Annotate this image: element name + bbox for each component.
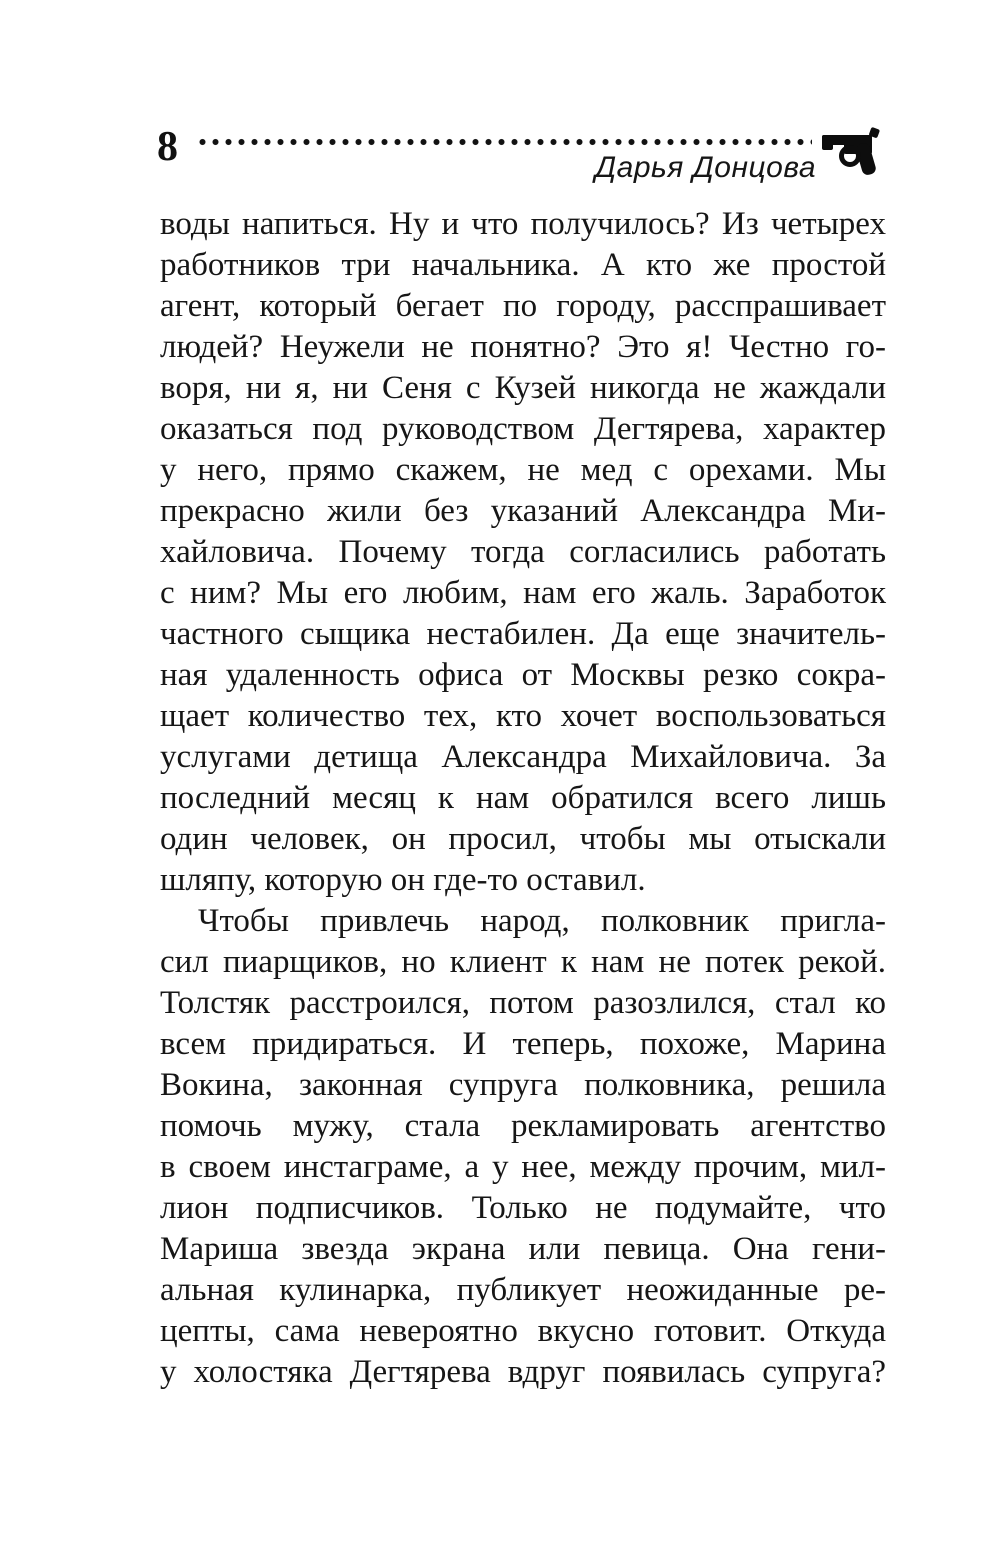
text-line: у холостяка Дегтярева вдруг появилась супруга?: [160, 1354, 886, 1390]
text-line: Чтобы привлечь народ, полковник пригла-: [198, 903, 886, 939]
text-line: сил пиарщиков, но клиент к нам не потек рекой.: [160, 944, 886, 980]
text-line: частного сыщика нестабилен. Да еще значитель-: [160, 616, 886, 652]
text-line: цепты, сама невероятно вкусно готовит. Откуда: [160, 1313, 886, 1349]
text-line: агент, который бегает по городу, расспрашивает: [160, 288, 886, 324]
text-line: Толстяк расстроился, потом разозлился, стал ко: [160, 985, 886, 1021]
text-line: шляпу, которую он где-то оставил.: [160, 862, 646, 898]
dotted-divider: [196, 137, 812, 147]
text-line: последний месяц к нам обратился всего лишь: [160, 780, 886, 816]
text-line: помочь мужу, стала рекламировать агентство: [160, 1108, 886, 1144]
text-line: один человек, он просил, чтобы мы отыскали: [160, 821, 886, 857]
text-line: работников три начальника. А кто же простой: [160, 247, 886, 283]
text-line: в своем инстаграме, а у нее, между прочим, мил-: [160, 1149, 886, 1185]
text-line: оказаться под руководством Дегтярева, характер: [160, 411, 886, 447]
text-line: всем придираться. И теперь, похоже, Марина: [160, 1026, 886, 1062]
text-line: альная кулинарка, публикует неожиданные ре-: [160, 1272, 886, 1308]
text-line: хайловича. Почему тогда согласились работать: [160, 534, 886, 570]
page-number: 8: [157, 124, 178, 170]
text-line: щает количество тех, кто хочет воспользоваться: [160, 698, 886, 734]
text-line: воря, ни я, ни Сеня с Кузей никогда не жаждали: [160, 370, 886, 406]
text-line: прекрасно жили без указаний Александра Ми-: [160, 493, 886, 529]
page-text: [160, 204, 886, 1393]
text-line: Мариша звезда экрана или певица. Она гени-: [160, 1231, 886, 1267]
text-line: воды напиться. Ну и что получилось? Из четырех: [160, 206, 886, 242]
text-line: услугами детища Александра Михайловича. За: [160, 739, 886, 775]
author-name: Дарья Донцова: [595, 151, 816, 184]
text-line: Вокина, законная супруга полковника, решила: [160, 1067, 886, 1103]
text-line: лион подписчиков. Только не подумайте, что: [160, 1190, 886, 1226]
text-line: у него, прямо скажем, не мед с орехами. Мы: [160, 452, 886, 488]
pistol-icon: [820, 125, 892, 179]
text-line: с ним? Мы его любим, нам его жаль. Заработок: [160, 575, 886, 611]
text-line: людей? Неужели не понятно? Это я! Честно го-: [160, 329, 886, 365]
text-line: ная удаленность офиса от Москвы резко сокра-: [160, 657, 886, 693]
